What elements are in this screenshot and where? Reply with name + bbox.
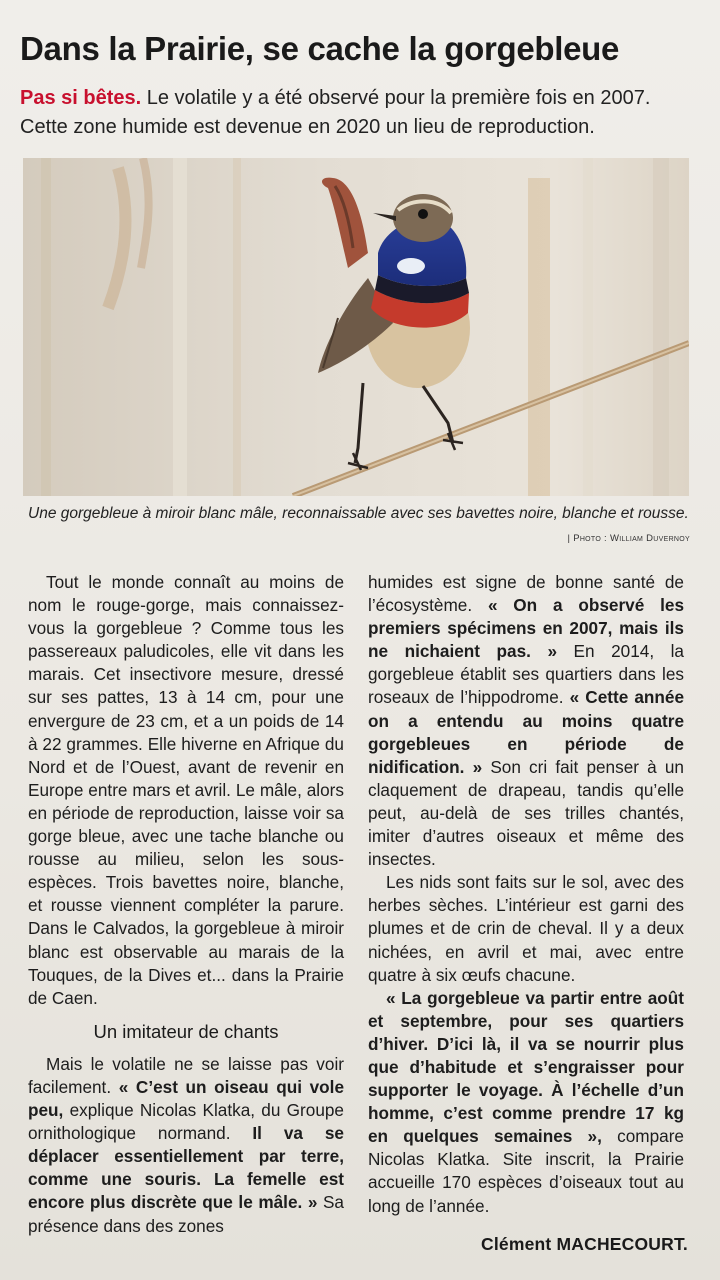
col1-p2-text-c: Sa présence dans des zones (28, 1192, 344, 1236)
col2-p1-text-c: Son cri fait penser à un claquement de drapeau, tandis qu’elle peut, au-delà de ses trilles chantés, imiter d’autres oiseaux et même des insectes. (368, 756, 684, 870)
photo-credit: | Photo : William Duvernoy (567, 533, 690, 544)
col1-p2-text-a: Mais le volatile ne se laisse pas voir facilement. (28, 1053, 344, 1097)
col2-p3-quote: « La gorgebleue va partir entre août et septembre, pour ses quartiers d’hiver. D’ici là, il va se nourrir plus que d’habitude et s’engraisser pour supporter le voyage. À l’échelle d’un homme, c’est comme prendre 17 kg en quelques semaines », (368, 987, 684, 1147)
col2-p1-text-b: En 2014, la gorgebleue établit ses quartiers dans les roseaux de l’hippodrome. (368, 641, 684, 708)
lead-kicker: Pas si bêtes. (20, 87, 142, 109)
bluethroat-illustration (23, 158, 689, 496)
article-column-2 (368, 571, 684, 1218)
col1-p2-text-b: explique Nicolas Klatka, du Groupe ornithologique normand. (28, 1100, 344, 1144)
article-title: Dans la Prairie, se cache la gorgebleue (20, 30, 620, 67)
col1-paragraph-2 (28, 1053, 344, 1238)
col2-paragraph-1 (368, 571, 684, 871)
bird-photo (23, 158, 689, 496)
article-lead (20, 84, 700, 142)
col2-p1-text-a: humides est signe de bonne santé de l’écosystème. (368, 572, 684, 616)
col1-p2-quote-a: « C’est un oiseau qui vole peu, (28, 1076, 345, 1121)
col2-paragraph-2: Les nids sont faits sur le sol, avec des herbes sèches. L’intérieur est garni des plumes et de crin de cheval. Il y a deux nichées, en avril et mai, avec entre quatre à six œufs chacune. (368, 872, 684, 985)
photo-caption: Une gorgebleue à miroir blanc mâle, reconnaissable avec ses bavettes noire, blanche et rousse. (28, 505, 689, 522)
article-column-1 (28, 571, 344, 1238)
col1-paragraph-1: Tout le monde connaît au moins de nom le rouge-gorge, mais connaissez-vous la gorgebleue ? Comme tous les passereaux paludicoles, elle vit dans les marais. Cet insectivore mesure, dressé sur ses pattes, 13 à 14 cm, pour une envergure de 23 cm, et a un poids de 14 à 22 grammes. Elle hiverne en Afrique du Nord et de l’Ouest, avant de revenir en Europe entre mars et avril. Le mâle, alors en période de reproduction, laisse voir sa gorge bleue, avec une tache blanche ou rousse au milieu, selon les sous-espèces. Trois bavettes noire, blanche, et rousse viennent compléter la parure. Dans le Calvados, la gorgebleue à miroir blanc est observable au marais de la Touques, de la Dives et... dans la Prairie de Caen. (28, 572, 344, 1008)
col1-p2-quote-b: Il va se déplacer essentiellement par terre, comme une souris. La femelle est encore plus discrète que le mâle. » (28, 1123, 344, 1213)
col2-p1-quote-b: « Cette année on a entendu au moins quatre gorgebleues en période de nidification. » (368, 687, 684, 777)
lead-text: Le volatile y a été observé pour la première fois en 2007. Cette zone humide est devenue en 2020 un lieu de reproduction. (20, 87, 651, 138)
article-subhead: Un imitateur de chants (93, 1020, 279, 1042)
col2-p1-quote-a: « On a observé les premiers spécimens en 2007, mais ils ne nichaient pas. » (368, 595, 685, 662)
col2-paragraph-3 (368, 987, 684, 1218)
author-signature: Clément MACHECOURT. (480, 1234, 688, 1254)
col2-p3-text: compare Nicolas Klatka. Site inscrit, la Prairie accueille 170 espèces d’oiseaux tout au long de l’année. (368, 1126, 684, 1216)
